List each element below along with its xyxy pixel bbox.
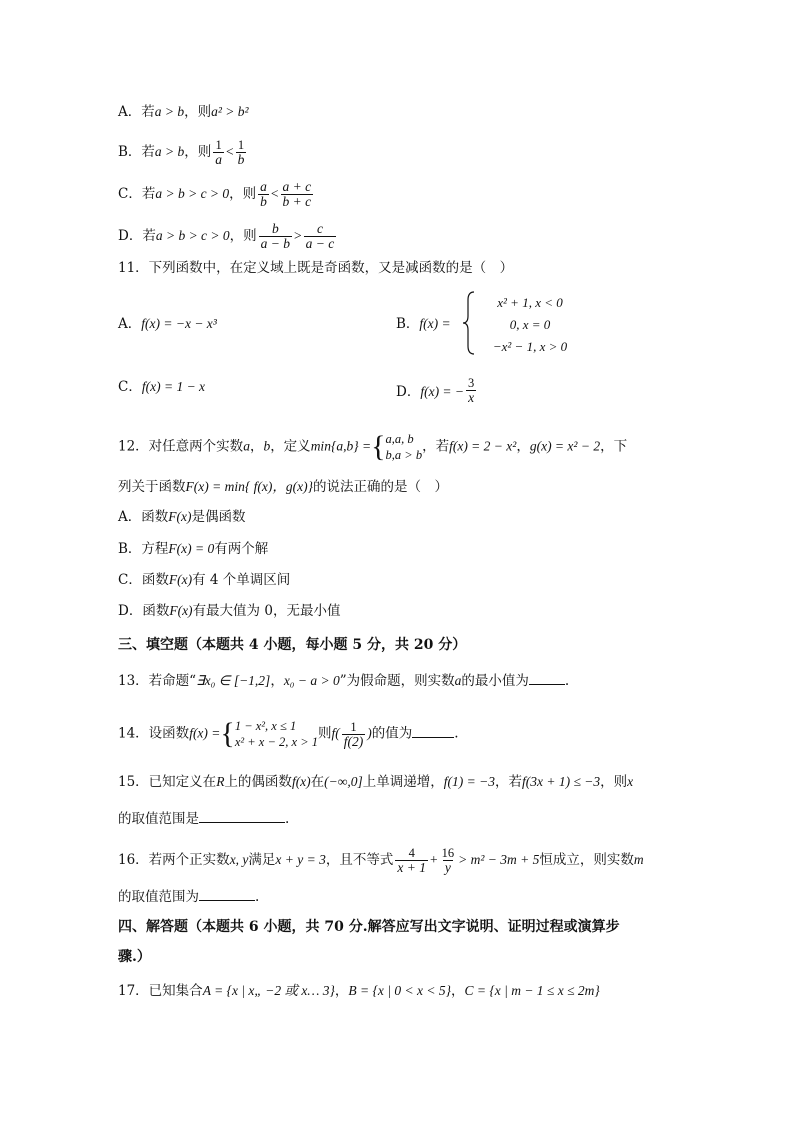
- fraction-denominator: f(2): [343, 733, 364, 749]
- section-heading-solutions-line2: 骤.）: [118, 949, 151, 965]
- stem-text: 13．若命题“: [118, 673, 197, 689]
- q11-b-cases: [480, 292, 580, 358]
- math-expression: x + y = 3: [275, 852, 326, 867]
- section-heading-solutions-line1: 四、解答题（本题共 6 小题，共 70 分.解答应写出文字说明、证明过程或演算步: [118, 919, 620, 935]
- fraction-denominator: a − b: [260, 236, 291, 251]
- math-expression: f(1) = −3: [443, 774, 495, 789]
- q11-b-brace: [462, 290, 476, 360]
- fraction: [304, 222, 337, 251]
- answer-blank[interactable]: [199, 886, 255, 901]
- q16-line2: [118, 886, 259, 906]
- stem-text: 满足: [248, 852, 276, 868]
- q15-line2: [118, 808, 289, 828]
- case-line: a,a, b: [385, 432, 414, 446]
- math-expression: (−∞,0]: [324, 774, 363, 789]
- math-expression: F(x) = min{ f(x)，g(x)}: [185, 479, 313, 494]
- stem-text: 14．设函数: [118, 725, 190, 742]
- q12-stem-line1: [118, 431, 627, 463]
- stem-text: ，且不等式: [325, 852, 394, 868]
- fraction: [466, 376, 476, 405]
- option-label: D．函数: [118, 603, 170, 619]
- punctuation: ，: [450, 983, 465, 999]
- fraction-denominator: a: [215, 152, 223, 167]
- fraction: [342, 720, 366, 749]
- q10-option-b: [118, 138, 248, 167]
- stem-text: ，若: [422, 438, 450, 455]
- case-line: b,a > b: [385, 448, 423, 462]
- math-expression: f(x) = 2 − x²: [449, 438, 517, 454]
- fraction: [440, 846, 457, 875]
- fraction-denominator: x: [468, 390, 475, 405]
- fraction: [213, 138, 224, 167]
- q14: [118, 718, 459, 750]
- case-line: x² + x − 2, x > 1: [234, 735, 319, 749]
- fraction-numerator: 16: [441, 846, 455, 860]
- option-label: A．: [118, 316, 142, 332]
- option-label: C．若: [118, 186, 156, 202]
- option-label: D．若: [118, 228, 156, 244]
- math-var: x: [627, 774, 634, 789]
- fraction-numerator: b: [271, 221, 279, 236]
- fraction-numerator: 1: [350, 719, 357, 734]
- math-expression: B = {x | 0 < x < 5}: [348, 983, 451, 998]
- math-expression: f(x) =: [419, 316, 451, 331]
- fraction-denominator: b + c: [282, 194, 312, 209]
- q15-line1: [118, 773, 633, 791]
- punctuation: ，: [270, 673, 284, 689]
- stem-text: 的值为: [371, 725, 413, 742]
- fraction-denominator: b: [260, 194, 267, 209]
- option-connector: ，则: [229, 186, 257, 202]
- stem-text: ”为假命题，则实数: [339, 673, 455, 689]
- case-line: 1 − x², x ≤ 1: [234, 719, 297, 733]
- fraction: [258, 180, 269, 209]
- fraction-denominator: x + 1: [397, 860, 426, 875]
- left-brace-icon: {: [371, 430, 386, 463]
- q10-option-c: [118, 180, 315, 209]
- math-var: b: [263, 438, 271, 454]
- stem-text: 恒成立，则实数: [539, 852, 634, 868]
- math-expression: ): [367, 725, 372, 741]
- option-label: B．方程: [118, 541, 169, 557]
- option-label: A．函数: [118, 509, 169, 525]
- case-line: 0, x = 0: [509, 317, 551, 332]
- fraction-numerator: c: [316, 221, 323, 236]
- q11-option-d: [396, 378, 478, 407]
- stem-text: 17．已知集合: [118, 983, 203, 999]
- math-expression: f(x) = 1 − x: [141, 379, 206, 394]
- math-expression: f(x) =: [189, 725, 221, 741]
- option-connector: ，则: [229, 228, 257, 244]
- math-expression: f(x) = −: [420, 384, 465, 399]
- math-operator: <: [270, 186, 279, 201]
- math-expression: min{a,b} =: [310, 438, 372, 454]
- punctuation: .: [255, 889, 260, 905]
- section-heading-fill-in: 三、填空题（本题共 4 小题，每小题 5 分，共 20 分）: [118, 637, 467, 653]
- option-text: 是偶函数: [191, 509, 246, 525]
- punctuation: .: [285, 811, 290, 827]
- fraction-numerator: 1: [215, 138, 222, 152]
- math-expression: > m² − 3m + 5: [458, 852, 540, 867]
- stem-text: 列关于函数: [118, 479, 186, 495]
- math-operator: >: [294, 228, 302, 243]
- option-label: C．函数: [118, 572, 169, 588]
- fraction-numerator: 3: [468, 376, 475, 390]
- fraction-numerator: a + c: [282, 179, 312, 194]
- math-expression: x₀ − a > 0: [283, 673, 340, 688]
- stem-text: 上的偶函数: [224, 774, 292, 790]
- math-var: a: [454, 673, 462, 688]
- option-label: C．: [118, 379, 142, 395]
- math-condition: a > b > c > 0: [155, 228, 230, 243]
- punctuation: .: [564, 673, 570, 689]
- math-expression: ∃x₀ ∈ [−1,2]: [196, 673, 271, 688]
- math-result: a² > b²: [211, 104, 249, 119]
- math-expression: F(x): [168, 509, 192, 524]
- q13: [118, 670, 569, 690]
- fraction-denominator: b: [237, 152, 245, 167]
- stem-text: 的最小值为: [461, 673, 529, 689]
- fraction-denominator: a − c: [305, 236, 335, 251]
- answer-blank[interactable]: [529, 670, 565, 685]
- option-text: 有两个解: [214, 541, 269, 557]
- q12-option-d: [118, 602, 340, 620]
- answer-blank[interactable]: [199, 808, 285, 823]
- stem-text: ，定义: [270, 438, 311, 455]
- math-var: a: [243, 438, 250, 454]
- math-expression: f(3x + 1) ≤ −3: [522, 774, 601, 789]
- q11-option-a: [118, 315, 217, 333]
- math-var: x, y: [229, 852, 249, 867]
- left-brace-icon: {: [220, 717, 235, 750]
- math-var: m: [633, 852, 644, 867]
- option-connector: ，则: [184, 144, 212, 160]
- math-expression: f(x) = −x − x³: [141, 316, 217, 331]
- q17: [118, 982, 600, 1000]
- punctuation: ，: [516, 438, 530, 455]
- math-expression: f(x): [291, 774, 311, 789]
- option-label: A．若: [118, 104, 155, 120]
- q12-option-c: [118, 571, 290, 589]
- math-expression: F(x): [169, 603, 193, 618]
- q12-option-a: [118, 508, 245, 526]
- q12-stem-line2: [118, 478, 448, 496]
- math-expression: g(x) = x² − 2: [529, 438, 601, 454]
- stem-text: ，则: [600, 774, 628, 790]
- stem-text: 的取值范围是: [118, 811, 199, 827]
- q14-cases: [235, 718, 318, 750]
- stem-text: 在: [310, 774, 325, 790]
- fraction-numerator: 4: [408, 846, 415, 860]
- case-line: x² + 1, x < 0: [497, 295, 563, 310]
- math-expression: F(x) = 0: [168, 541, 215, 556]
- stem-text: 的说法正确的是（ ）: [312, 479, 448, 495]
- math-operator: <: [226, 144, 234, 159]
- fraction-numerator: a: [260, 179, 267, 194]
- answer-blank[interactable]: [412, 723, 454, 738]
- math-expression: f(: [331, 725, 340, 741]
- math-condition: a > b: [154, 104, 185, 119]
- stem-text: ，若: [495, 774, 522, 790]
- math-operator: +: [430, 852, 438, 867]
- option-connector: ，则: [184, 104, 212, 120]
- math-var: R: [216, 774, 225, 789]
- q12-option-b: [118, 540, 268, 558]
- fraction: [236, 138, 247, 167]
- stem-text: 16．若两个正实数: [118, 852, 230, 868]
- math-expression: F(x): [168, 572, 193, 587]
- punctuation: .: [454, 725, 459, 742]
- q11-stem: 11．下列函数中，在定义域上既是奇函数，又是减函数的是（ ）: [118, 260, 514, 276]
- left-brace-icon: [462, 290, 476, 356]
- stem-text: 则: [318, 725, 332, 742]
- option-label: D．: [396, 384, 421, 400]
- q10-option-a: [118, 103, 249, 121]
- stem-text: 上单调递增，: [362, 774, 444, 790]
- fraction: [395, 846, 428, 875]
- stem-text: 12．对任意两个实数: [118, 438, 244, 455]
- math-expression: C = {x | m − 1 ≤ x ≤ 2m}: [464, 983, 600, 998]
- fraction: [259, 222, 292, 251]
- q10-option-d: [118, 222, 338, 251]
- stem-text: ，下: [600, 438, 628, 455]
- option-label: B．: [396, 316, 420, 332]
- stem-text: 的取值范围为: [118, 889, 199, 905]
- q11-option-b: [396, 315, 451, 333]
- fraction: [281, 180, 314, 209]
- option-text: 有最大值为 0，无最小值: [192, 603, 341, 619]
- min-cases: [386, 431, 423, 463]
- case-line: −x² − 1, x > 0: [492, 339, 568, 354]
- stem-text: 15．已知定义在: [118, 774, 217, 790]
- q11-option-c: [118, 378, 205, 396]
- fraction-denominator: y: [444, 860, 451, 875]
- punctuation: ，: [334, 983, 349, 999]
- math-condition: a > b: [154, 144, 185, 159]
- option-text: 有 4 个单调区间: [192, 572, 291, 588]
- q16-line1: [118, 846, 644, 875]
- punctuation: ，: [249, 438, 264, 455]
- option-label: B．若: [118, 144, 155, 160]
- math-expression: A = {x | x„ −2 或 x… 3}: [202, 983, 335, 998]
- fraction-numerator: 1: [237, 138, 245, 152]
- math-condition: a > b > c > 0: [155, 186, 230, 201]
